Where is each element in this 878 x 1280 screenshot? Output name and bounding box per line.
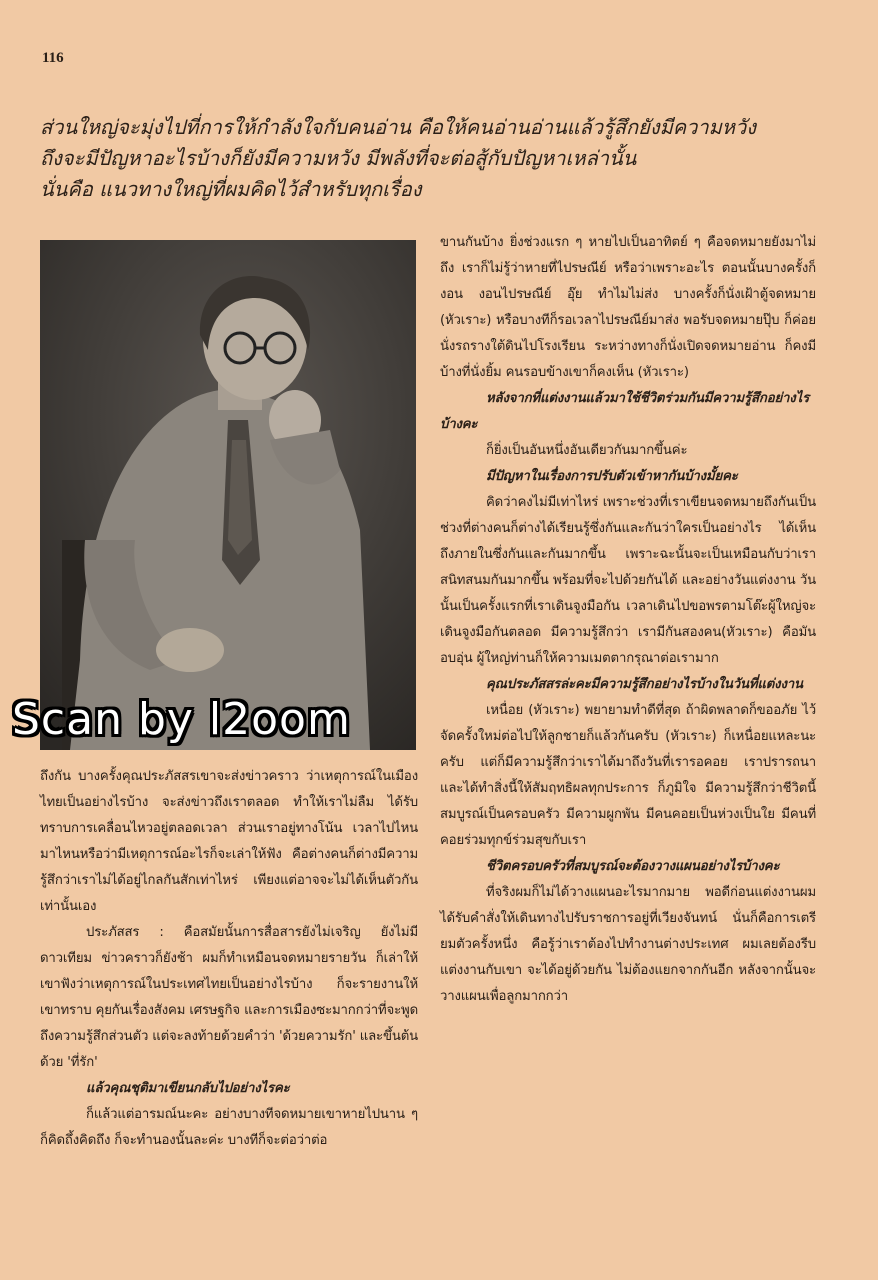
paragraph: ที่จริงผมก็ไม่ได้วางแผนอะไรมากมาย พอดีก่อนแต่งงานผมได้รับคำสั่งให้เดินทางไปรับราชการอยู่ที่เวียงจันทน์ นั่นก็คือการเตรียมตัวครั้งหนึ่ง คือรู้ว่าเราต้องไปทำงานต่างประเทศ ผมเลยต้องรีบแต่งงานกับเขา จะได้อยู่ด้วยกัน ไม่ต้องแยกจากกันอีก หลังจากนั้นจะวางแผนเพื่อลูกมากกว่า — [440, 885, 816, 1004]
scan-watermark: Scan by l2oom — [12, 694, 351, 745]
paragraph: ขานกันบ้าง ยิ่งช่วงแรก ๆ หายไปเป็นอาทิตย์ ๆ คือจดหมายยังมาไม่ถึง เราก็ไม่รู้ว่าหายที่ไปรษณีย์ หรือว่าเพราะอะไร ตอนนั้นบางครั้งก็งอน งอนไปรษณีย์ อุ๊ย ทำไมไม่ส่ง บางครั้งก็นั่งเฝ้าตู้จดหมาย (หัวเราะ) หรือบางทีก็รอเวลาไปรษณีย์มาส่ง พอรับจดหมายปุ๊บ ก็ค่อยนั่งรถรางใต้ดินไปโรงเรียน ระหว่างทางก็นั่งเปิดจดหมายอ่าน ก็คงมีบ้างที่นั่งยิ้ม คนรอบข้างเขาก็คงเห็น (หัวเราะ) — [440, 235, 816, 380]
paragraph: คิดว่าคงไม่มีเท่าไหร่ เพราะช่วงที่เราเขียนจดหมายถึงกันเป็นช่วงที่ต่างคนก็ต่างได้เรียนรู้ซึ่งกันและกันว่าใครเป็นอย่างไร ได้เห็นถึงภายในซึ่งกันและกันมากขึ้น เพราะฉะนั้นจะเป็นเหมือนกับว่าเราสนิทสนมกันมากขึ้น พร้อมที่จะไปด้วยกันได้ และอย่างวันแต่งงาน วันนั้นเป็นครั้งแรกที่เราเดินจูงมือกัน เวลาเดินไปขอพรตามโต๊ะผู้ใหญ่จะเดินจูงมือกันตลอด มีความรู้สึกว่า เรามีกันสองคน(หัวเราะ) คือมันอบอุ่น ผู้ใหญ่ท่านก็ให้ความเมตตากรุณาต่อเรามาก — [440, 495, 816, 666]
interview-question: แล้วคุณชุติมาเขียนกลับไปอย่างไรคะ — [86, 1081, 290, 1096]
intro-line: นั่นคือ แนวทางใหญ่ที่ผมคิดไว้สำหรับทุกเรื่อง — [40, 177, 422, 201]
page-number: 116 — [42, 50, 64, 66]
interview-question: หลังจากที่แต่งงานแล้วมาใช้ชีวิตร่วมกันมีความรู้สึกอย่างไรบ้างคะ — [440, 391, 810, 432]
portrait-photo — [40, 240, 416, 750]
paragraph: ถึงกัน บางครั้งคุณประภัสสรเขาจะส่งข่าวคราว ว่าเหตุการณ์ในเมืองไทยเป็นอย่างไรบ้าง จะส่งข่าวถึงเราตลอด ทำให้เราไม่ลืม ได้รับทราบการเคลื่อนไหวอยู่ตลอดเวลา ส่วนเราอยู่ทางโน้น เวลาไปไหนมาไหนหรือว่ามีเหตุการณ์อะไรก็จะเล่าให้ฟัง คือต่างคนก็ต่างมีความรู้สึกว่าเราไม่ได้อยู่ไกลกันสักเท่าไหร่ เพียงแต่อาจจะไม่ได้เห็นตัวกันเท่านั้นเอง — [40, 769, 418, 914]
speaker-paragraph: ประภัสสร : คือสมัยนั้นการสื่อสารยังไม่เจริญ ยังไม่มีดาวเทียม ข่าวคราวก็ยังช้า ผมก็ทำเหมือนจดหมายรายวัน ก็เล่าให้เขาฟังว่าเหตุการณ์ในประเทศไทยเป็นอย่างไรบ้าง ก็จะรายงานให้เขาทราบ คุยกันเรื่องสังคม เศรษฐกิจ และการเมืองซะมากกว่าที่จะพูดถึงความรู้สึกส่วนตัว แต่จะลงท้ายด้วยคำว่า 'ด้วยความรัก' และขึ้นต้นด้วย 'ที่รัก' — [40, 925, 418, 1070]
intro-quote — [40, 112, 840, 205]
interview-question: คุณประภัสสรล่ะคะมีความรู้สึกอย่างไรบ้างในวันที่แต่งงาน — [486, 677, 803, 692]
paragraph: เหนื่อย (หัวเราะ) พยายามทำดีที่สุด ถ้าผิดพลาดก็ขออภัย ไว้จัดครั้งใหม่ต่อไปให้ลูกชายก็แล้วกันครับ (หัวเราะ) ก็เหนื่อยแหละนะครับ แต่ก็มีความรู้สึกว่าเราได้มาถึงวันที่เรารอคอย เราปรารถนา และได้ทำสิ่งนี้ให้สัมฤทธิผลทุกประการ ก็ภูมิใจ มีความรู้สึกว่าชีวิตนี้สมบูรณ์เป็นครอบครัว มีความผูกพัน มีคนคอยเป็นห่วงเป็นใย มีคนที่คอยร่วมทุกข์ร่วมสุขกับเรา — [440, 703, 816, 848]
interview-question: มีปัญหาในเรื่องการปรับตัวเข้าหากันบ้างมั้ยคะ — [486, 469, 738, 484]
right-column — [440, 230, 816, 1010]
intro-line: ถึงจะมีปัญหาอะไรบ้างก็ยังมีความหวัง มีพลังที่จะต่อสู้กับปัญหาเหล่านั้น — [40, 146, 637, 170]
paragraph: ก็ยิ่งเป็นอันหนึ่งอันเดียวกันมากขึ้นค่ะ — [486, 443, 688, 458]
portrait-illustration — [40, 240, 416, 750]
left-column — [40, 764, 418, 1154]
intro-line: ส่วนใหญ่จะมุ่งไปที่การให้กำลังใจกับคนอ่าน คือให้คนอ่านอ่านแล้วรู้สึกยังมีความหวัง — [40, 115, 756, 139]
paragraph: ก็แล้วแต่อารมณ์นะคะ อย่างบางทีจดหมายเขาหายไปนาน ๆ ก็คิดถึ้งคิดถึง ก็จะทำนองนั้นละค่ะ บางทีก็จะต่อว่าต่อ — [40, 1107, 418, 1148]
interview-question: ชีวิตครอบครัวที่สมบูรณ์จะต้องวางแผนอย่างไรบ้างคะ — [486, 859, 780, 874]
